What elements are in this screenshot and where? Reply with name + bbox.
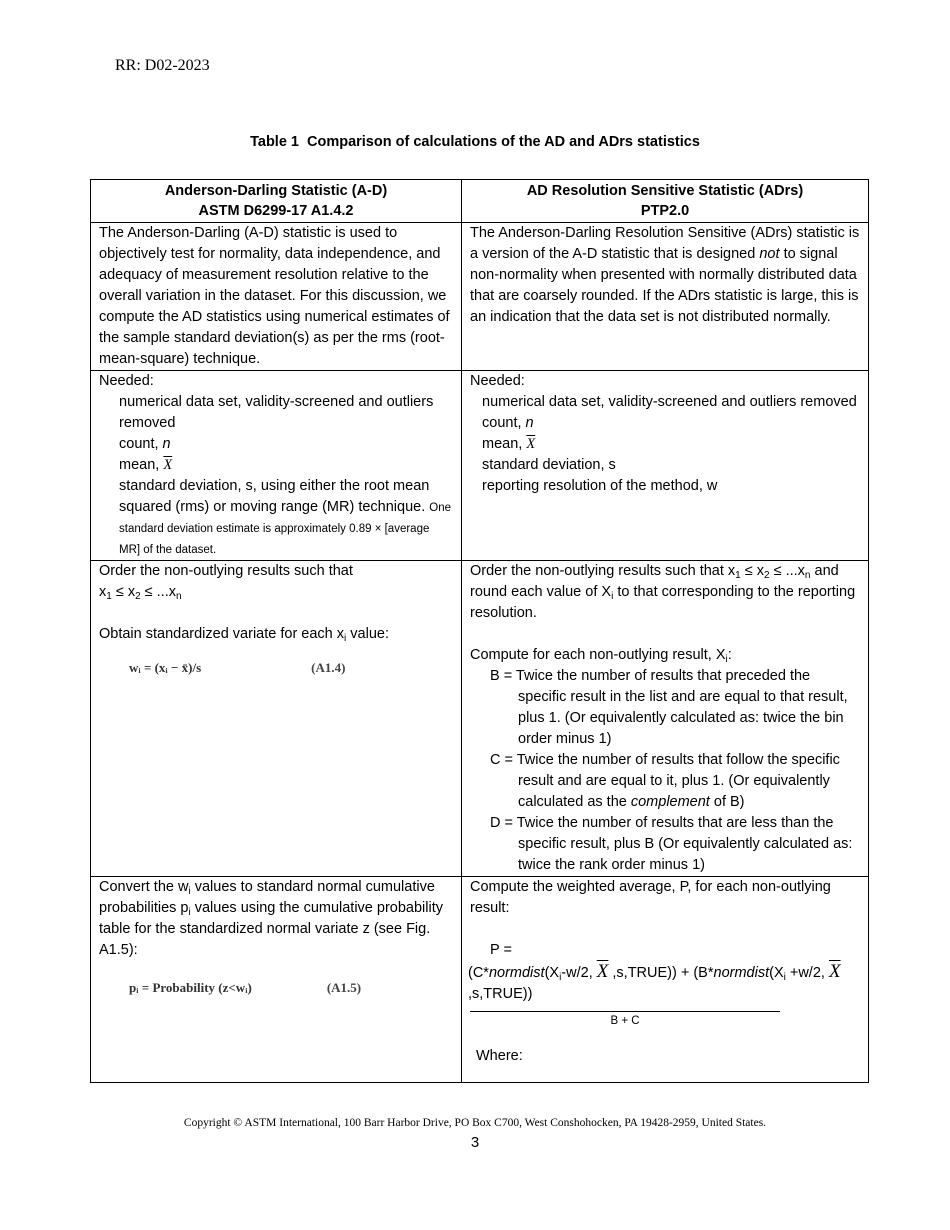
x-bar-symbol: $\overline{X}$ (163, 457, 173, 473)
adrs-order-text: Order the non-outlying results such that $x_1 \le x_2 \le ...x_n$ and round each value of $X_i$ to that corresponding to the reporting resolution. (470, 563, 856, 621)
ad-needed-item-count: count, n (119, 436, 171, 452)
fraction-denominator: B + C (610, 1015, 640, 1027)
x-bar-symbol: $\overline{X}$ (596, 961, 609, 982)
ad-needed-item-data: numerical data set, validity-screened and outliers removed (119, 394, 434, 431)
p-equals: P = (490, 942, 512, 958)
table-label: Table 1 (250, 134, 299, 150)
column-header-adrs-name: AD Resolution Sensitive Statistic (ADrs) (526, 183, 804, 199)
adrs-needed-item-sd: standard deviation, s (482, 457, 616, 473)
adrs-description-b: to signal non-normality when presented with normally distributed data that are coarsely rounded. If the ADrs statistic is large, this is an indication that the data set is not distributed normally. (470, 246, 859, 325)
x-bar-symbol: $\overline{X}$ (828, 961, 841, 982)
adrs-weighted-text: Compute the weighted average, P, for each non-outlying result: (470, 879, 831, 916)
column-header-ad-standard: ASTM D6299-17 A1.4.2 (198, 203, 354, 219)
ad-description: The Anderson-Darling (A-D) statistic is used to objectively test for normality, data independence, and adequacy of measurement resolution relative to the overall variation in the dataset. For this discussion, we compute the AD statistics using numerical estimates of the sample standard deviation(s) as per the rms (root-mean-square) technique. (99, 225, 450, 367)
adrs-description-not: not (759, 246, 780, 262)
ad-obtain-text: Obtain standardized variate for each $x_i$ value: (99, 626, 389, 644)
ad-needed-item-sd: standard deviation, s, using either the root mean squared (rms) or moving range (MR) technique. One standard deviation estimate is approximately 0.89 × [average MR] of the dataset. (119, 478, 452, 556)
ad-description-cell (91, 223, 462, 371)
equation-a1-5: pᵢ = Probability (z<wᵢ) (A1.5) (129, 977, 453, 998)
ad-needed-cell (91, 371, 462, 561)
adrs-needed-item-mean: mean, $\overline{X}$ (482, 436, 536, 452)
ad-order-text: Order the non-outlying results such that (99, 563, 353, 579)
adrs-needed-cell (462, 371, 869, 561)
comparison-table (90, 179, 869, 1083)
table-title-text: Comparison of calculations of the AD and ADrs statistics (306, 134, 700, 150)
ad-needed-item-mean: mean, $\overline{X}$ (119, 457, 173, 473)
table-row (91, 877, 869, 1083)
report-id: RR: D02-2023 (115, 57, 210, 74)
adrs-needed-item-data: numerical data set, validity-screened and outliers removed (482, 394, 857, 410)
ad-convert-text: Convert the $w_i$ values to standard normal cumulative probabilities $p_i$ values using the cumulative probability table for the standardized normal variate z (see Fig. A1.5): (99, 879, 443, 958)
adrs-weighted-cell (462, 877, 869, 1083)
adrs-needed-item-count: count, n (482, 415, 534, 431)
table-row (91, 561, 869, 877)
adrs-order-cell (462, 561, 869, 877)
ad-convert-cell (91, 877, 462, 1083)
weighted-formula: ($C*normdist(X_i-w/2$, $\overline{X}$ ,s,TRUE)) + ($B*normdist(X_i +w/2$, $\overline{X}$ ,s,TRUE)) (468, 961, 841, 1002)
equation-a1-4: wᵢ = (xᵢ − x̄)/s (A1.4) (129, 657, 453, 678)
table-row (91, 371, 869, 561)
adrs-item-c: C = Twice the number of results that follow the specific result and are equal to it, plus 1. (Or equivalently calculated as the complement of B) (490, 752, 840, 810)
where-label: Where: (476, 1048, 523, 1064)
ad-sd-note: One standard deviation estimate is approximately 0.89 × [average MR] of the dataset. (119, 502, 452, 556)
equation-number: (A1.5) (326, 980, 362, 995)
adrs-item-b: B = Twice the number of results that preceded the specific result in the list and are equal to that result, plus 1. (Or equivalently calculated as: twice the bin order minus 1) (490, 668, 848, 747)
table-header-row (91, 180, 869, 223)
column-header-adrs (462, 180, 869, 223)
equation-number: (A1.4) (311, 660, 346, 675)
ad-needed-heading: Needed: (99, 373, 154, 389)
table-title (0, 134, 950, 150)
column-header-ad-name: Anderson-Darling Statistic (A-D) (164, 183, 388, 199)
adrs-description-a: The Anderson-Darling Resolution Sensitive (ADrs) statistic is a version of the A-D statistic that is designed (470, 225, 860, 262)
adrs-needed-heading: Needed: (470, 373, 525, 389)
adrs-needed-item-resolution: reporting resolution of the method, w (482, 478, 718, 494)
column-header-ad (91, 180, 462, 223)
adrs-compute-heading: Compute for each non-outlying result, $X_i$: (470, 647, 732, 665)
ad-order-cell (91, 561, 462, 877)
page-number: 3 (470, 1134, 480, 1151)
adrs-item-d: D = Twice the number of results that are less than the specific result, plus B (Or equivalently calculated as: twice the rank order minus 1) (490, 815, 853, 873)
column-header-adrs-standard: PTP2.0 (640, 203, 690, 219)
table-row (91, 223, 869, 371)
adrs-description-cell (462, 223, 869, 371)
ad-order-inequality: $x_1 \le x_2 \le ...x_n$ (99, 584, 182, 602)
x-bar-symbol: $\overline{X}$ (526, 436, 536, 452)
copyright-footer: Copyright © ASTM International, 100 Barr Harbor Drive, PO Box C700, West Conshohocken, PA 19428-2959, United States. (183, 1117, 767, 1129)
